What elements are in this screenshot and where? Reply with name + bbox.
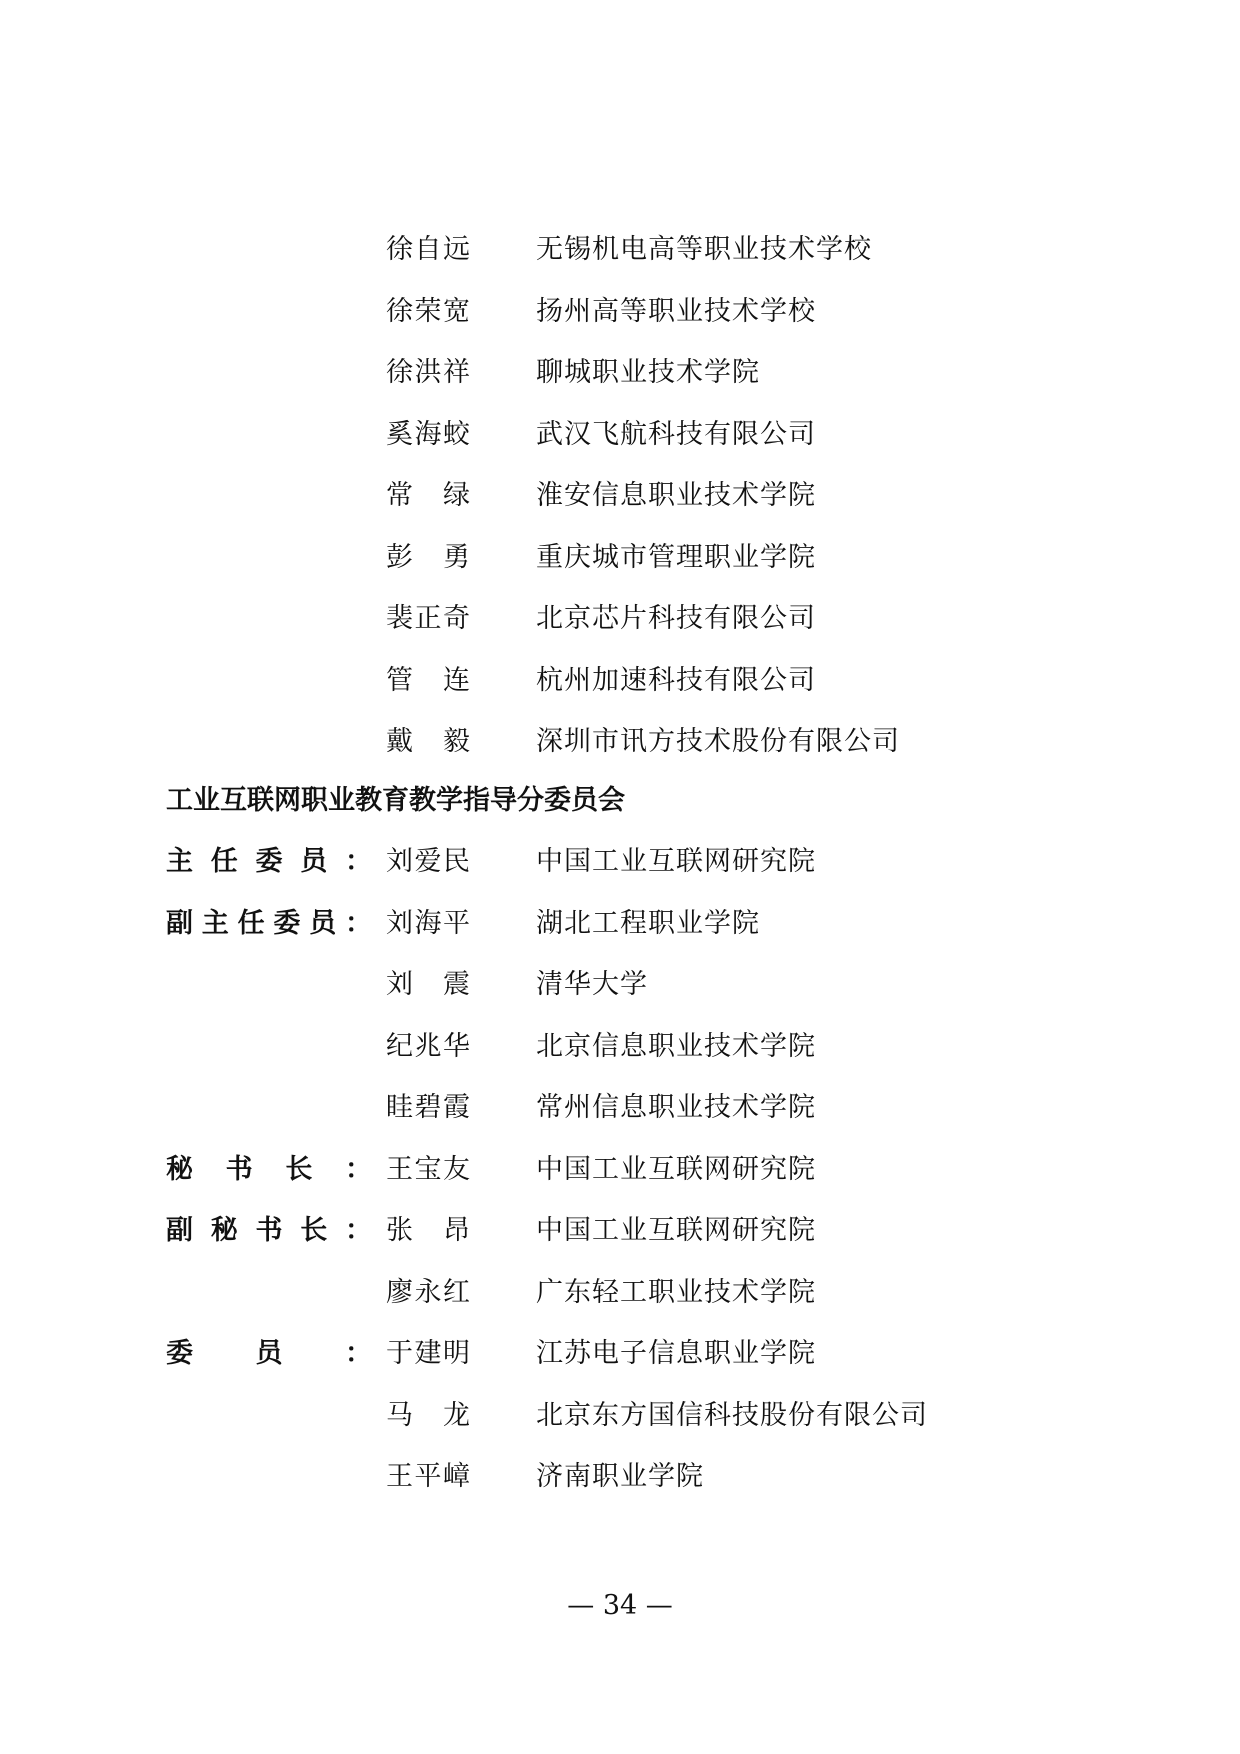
section-title: 工业互联网职业教育教学指导分委员会	[166, 785, 625, 816]
member-organization: 清华大学	[536, 969, 648, 1000]
member-name: 王 宝 友	[386, 1153, 470, 1185]
member-organization: 中国工业互联网研究院	[536, 1153, 816, 1185]
member-name: 刘 海 平	[386, 907, 470, 939]
member-organization: 广东轻工职业技术学院	[536, 1276, 816, 1308]
member-name: 张 昂	[386, 1215, 470, 1246]
member-organization: 中国工业互联网研究院	[536, 1215, 816, 1246]
member-name: 于 建 明	[386, 1338, 470, 1369]
member-name: 王 平 嶂	[386, 1461, 470, 1492]
member-name: 刘 震	[386, 969, 470, 1000]
member-name: 徐 洪 祥	[386, 357, 470, 388]
member-name: 马 龙	[386, 1399, 470, 1431]
member-organization: 杭州加速科技有限公司	[536, 664, 816, 696]
member-name: 刘 爱 民	[386, 846, 470, 877]
role-label: 副 主 任 委 员 ：	[166, 907, 372, 939]
member-organization: 常州信息职业技术学院	[536, 1092, 816, 1123]
member-organization: 中国工业互联网研究院	[536, 846, 816, 877]
member-organization: 扬州高等职业技术学校	[536, 295, 816, 327]
member-organization: 湖北工程职业学院	[536, 907, 760, 939]
member-name: 常 绿	[386, 480, 470, 511]
member-name: 徐 荣 宽	[386, 295, 470, 327]
member-organization: 无锡机电高等职业技术学校	[536, 234, 872, 265]
member-name: 彭 勇	[386, 541, 470, 573]
member-name: 廖 永 红	[386, 1276, 470, 1308]
member-name: 奚 海 蛟	[386, 418, 470, 450]
member-name: 管 连	[386, 664, 470, 696]
member-name: 纪 兆 华	[386, 1030, 470, 1062]
member-organization: 聊城职业技术学院	[536, 357, 760, 388]
role-label: 副 秘 书 长 ：	[166, 1215, 372, 1246]
member-organization: 北京信息职业技术学院	[536, 1030, 816, 1062]
member-organization: 北京芯片科技有限公司	[536, 603, 816, 634]
member-organization: 淮安信息职业技术学院	[536, 480, 816, 511]
member-organization: 江苏电子信息职业学院	[536, 1338, 816, 1369]
role-label: 秘 书 长 ：	[166, 1153, 372, 1185]
member-organization: 北京东方国信科技股份有限公司	[536, 1399, 928, 1431]
member-name: 戴 毅	[386, 726, 470, 757]
member-organization: 济南职业学院	[536, 1461, 704, 1492]
member-name: 眭 碧 霞	[386, 1092, 470, 1123]
member-organization: 重庆城市管理职业学院	[536, 541, 816, 573]
role-label: 主 任 委 员 ：	[166, 846, 372, 877]
member-organization: 武汉飞航科技有限公司	[536, 418, 816, 450]
page-number: — 34 —	[567, 1590, 673, 1621]
member-name: 裴 正 奇	[386, 603, 470, 634]
role-label: 委 员 ：	[166, 1338, 372, 1369]
member-name: 徐 自 远	[386, 234, 470, 265]
member-organization: 深圳市讯方技术股份有限公司	[536, 726, 900, 757]
